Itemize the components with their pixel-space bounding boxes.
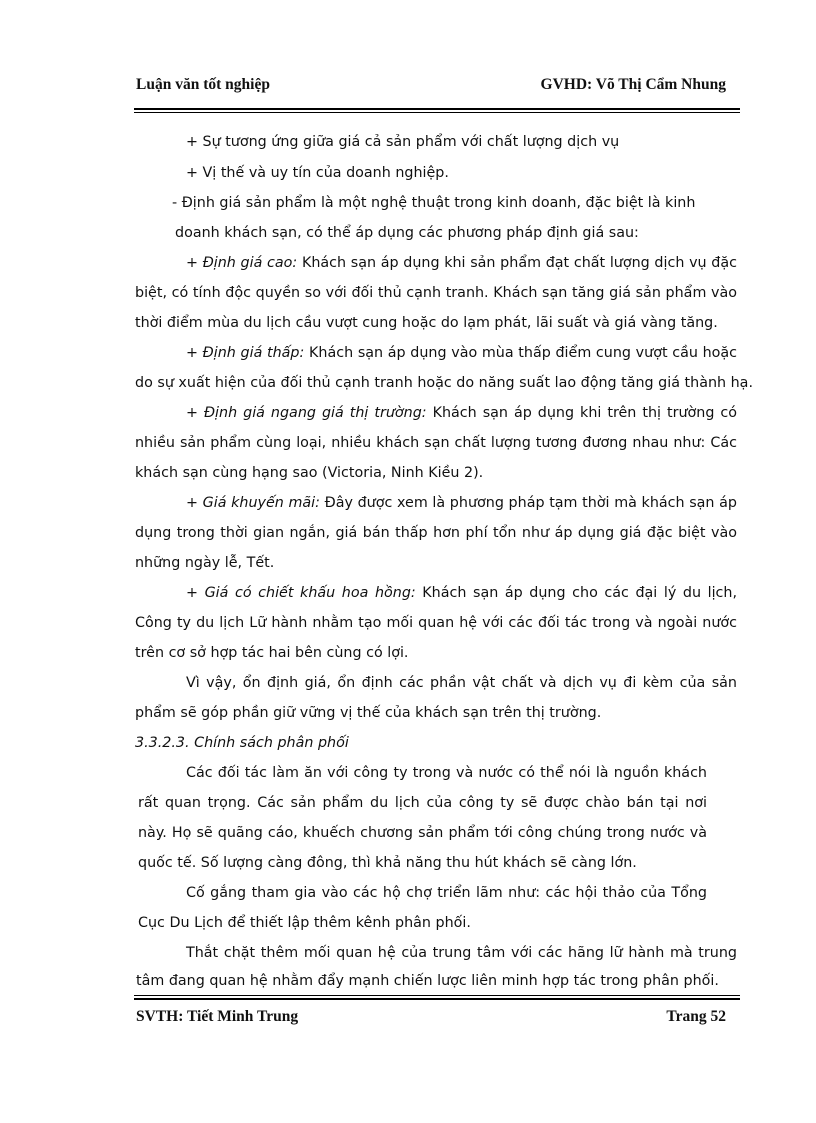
- body-line: + Sự tương ứng giữa giá cả sản phẩm với chất lượng dịch vụ: [186, 134, 620, 150]
- bullet: +: [186, 255, 203, 271]
- paragraph-high-price: [186, 253, 737, 273]
- body-line: phẩm sẽ góp phần giữ vững vị thế của khách sạn trên thị trường.: [135, 705, 602, 721]
- text: Khách sạn áp dụng khi sản phẩm đạt chất lượng dịch vụ đặc: [297, 255, 738, 271]
- body-line: quốc tế. Số lượng càng đông, thì khả năng thu hút khách sẽ càng lớn.: [138, 855, 637, 871]
- bullet: +: [186, 345, 203, 361]
- body-line: Cố gắng tham gia vào các hộ chợ triển lãm như: các hội thảo của Tổng: [186, 885, 707, 901]
- body-line: Các đối tác làm ăn với công ty trong và nước có thể nói là nguồn khách: [186, 765, 707, 781]
- body-line: Vì vậy, ổn định giá, ổn định các phần vật chất và dịch vụ đi kèm của sản: [186, 675, 737, 691]
- header-advisor: GVHD: Võ Thị Cẩm Nhung: [540, 76, 726, 93]
- paragraph-low-price: [186, 343, 737, 363]
- footer-student: SVTH: Tiết Minh Trung: [136, 1008, 299, 1025]
- term-commission-price: Giá có chiết khấu hoa hồng:: [204, 585, 416, 601]
- bullet: +: [186, 495, 203, 511]
- body-line: Thắt chặt thêm mối quan hệ của trung tâm với các hãng lữ hành mà trung: [186, 945, 737, 961]
- body-line: - Định giá sản phẩm là một nghệ thuật trong kinh doanh, đặc biệt là kinh: [172, 195, 696, 211]
- body-line: thời điểm mùa du lịch cầu vượt cung hoặc do lạm phát, lãi suất và giá vàng tăng.: [135, 315, 718, 331]
- footer-rule: [134, 998, 740, 1000]
- body-line: Công ty du lịch Lữ hành nhằm tạo mối quan hệ với các đối tác trong và ngoài nước: [135, 615, 737, 631]
- body-line: trên cơ sở hợp tác hai bên cùng có lợi.: [135, 645, 409, 661]
- bullet: +: [186, 405, 204, 421]
- bullet: +: [186, 585, 205, 601]
- body-line: nhiều sản phẩm cùng loại, nhiều khách sạn chất lượng tương đương nhau như: Các: [135, 435, 737, 451]
- body-line: + Vị thế và uy tín của doanh nghiệp.: [186, 165, 449, 181]
- page-footer: [136, 1008, 726, 1030]
- paragraph-promo-price: [186, 493, 737, 513]
- header-rule: [134, 108, 740, 110]
- term-promo-price: Giá khuyến mãi:: [202, 495, 320, 511]
- text: Khách sạn áp dụng vào mùa thấp điểm cung vượt cầu hoặc: [304, 345, 738, 361]
- footer-page-number: Trang 52: [666, 1008, 726, 1025]
- body-line: dụng trong thời gian ngắn, giá bán thấp hơn phí tổn như áp dụng giá đặc biệt vào: [135, 525, 737, 541]
- paragraph-commission-price: [186, 583, 737, 603]
- header-thesis-title: Luận văn tốt nghiệp: [136, 76, 270, 93]
- body-line: những ngày lễ, Tết.: [135, 555, 275, 571]
- body-line: Cục Du Lịch để thiết lập thêm kênh phân phối.: [138, 915, 471, 931]
- page-header: [136, 76, 726, 98]
- body-line: doanh khách sạn, có thể áp dụng các phương pháp định giá sau:: [175, 225, 639, 241]
- text: Đây được xem là phương pháp tạm thời mà khách sạn áp: [319, 495, 737, 511]
- term-low-price: Định giá thấp:: [202, 345, 305, 361]
- body-line: này. Họ sẽ quãng cáo, khuếch chương sản phẩm tới công chúng trong nước và: [138, 825, 707, 841]
- body-line: tâm đang quan hệ nhằm đẩy mạnh chiến lược liên minh hợp tác trong phân phối.: [136, 973, 719, 989]
- body-line: do sự xuất hiện của đối thủ cạnh tranh hoặc do năng suất lao động tăng giá thành hạ.: [135, 375, 753, 391]
- header-rule-thin: [134, 112, 740, 113]
- term-market-price: Định giá ngang giá thị trường:: [203, 405, 427, 421]
- footer-rule-thin: [134, 995, 740, 996]
- text: Khách sạn áp dụng khi trên thị trường có: [426, 405, 737, 421]
- text: Khách sạn áp dụng cho các đại lý du lịch,: [415, 585, 738, 601]
- body-line: rất quan trọng. Các sản phẩm du lịch của công ty sẽ được chào bán tại nơi: [138, 795, 707, 811]
- body-line: biệt, có tính độc quyền so với đối thủ cạnh tranh. Khách sạn tăng giá sản phẩm vào: [135, 285, 737, 301]
- term-high-price: Định giá cao:: [202, 255, 298, 271]
- body-line: khách sạn cùng hạng sao (Victoria, Ninh Kiều 2).: [135, 465, 484, 481]
- section-heading: 3.3.2.3. Chính sách phân phối: [135, 735, 349, 751]
- paragraph-market-price: [186, 403, 737, 423]
